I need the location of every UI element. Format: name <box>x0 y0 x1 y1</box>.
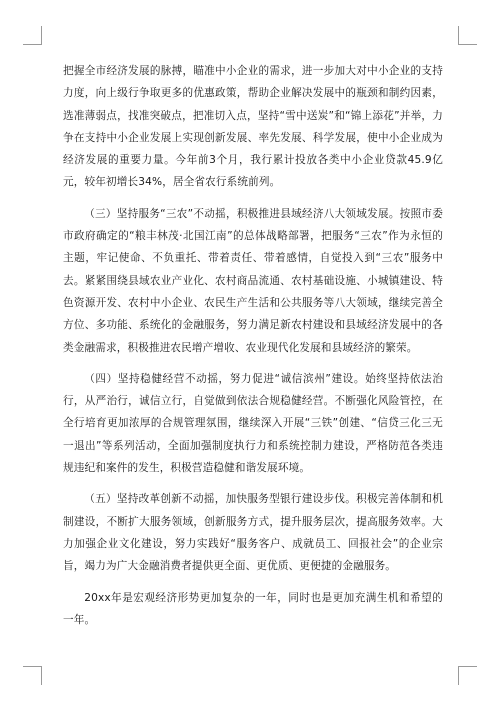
paragraph-reform-innovation: （五）坚持改革创新不动摇，加快服务型银行建设步伐。积极完善体制和机制建设，不断扩大服务领域，创新服务方式，提升服务层次，提高服务效率。大力加强企业文化建设，努力实践好“服务客户、成就员工、回报社会”的企业宗旨，竭力为广大金融消费者提供更全面、更优质、更便捷的金融服务。 <box>63 493 443 573</box>
crop-mark-bottom-right <box>458 666 477 685</box>
paragraph-outlook: 20xx年是宏观经济形势更加复杂的一年，同时也是更加充满生机和希望的一年。 <box>63 591 443 626</box>
paragraph-rural-service: （三）坚持服务“三农”不动摇，积极推进县域经济八大领域发展。按照市委市政府确定的“粮丰林茂·北国江南”的总体战略部署，把服务“三农”作为永恒的主题，牢记使命、不负重托、带着责任、带着感情，自觉投入到“三农”服务中去。紧紧围绕县域农业产业化、农村商品流通、农村基础设施、小城镇建设、特色资源开发、农村中小企业、农民生产生活和公共服务等八大领域，继续完善全方位、多功能、系统化的金融服务，努力满足新农村建设和县域经济发展中的各类金融需求，积极推进农民增产增收、农业现代化发展和县域经济的繁荣。 <box>63 207 443 354</box>
crop-mark-top-left <box>23 26 42 45</box>
paragraph-prudent-operation: （四）坚持稳健经营不动摇，努力促进“诚信滨州”建设。始终坚持依法治行，从严治行，诚信立行，自觉做到依法合规稳健经营。不断强化风险管控，在全行培育更加浓厚的合规管理氛围，继续深入开展“三铁”创建、“信贷三化三无一退出”等系列活动，全面加强制度执行力和系统控制力建设，严格防范各类违规违纪和案件的发生，积极营造稳健和谐发展环境。 <box>63 372 443 475</box>
crop-mark-bottom-left <box>23 666 42 685</box>
crop-mark-top-right <box>458 26 477 45</box>
document-body <box>63 60 443 640</box>
paragraph-sme-support: 把握全市经济发展的脉搏，瞄准中小企业的需求，进一步加大对中小企业的支持力度，向上级行争取更多的优惠政策，帮助企业解决发展中的瓶颈和制约因素，选准薄弱点，找准突破点，把准切入点，坚持“雪中送炭”和“锦上添花”并举，力争在支持中小企业发展上实现创新发展、率先发展、科学发展，使中小企业成为经济发展的重要力量。今年前3个月，我行累计投放各类中小企业贷款45.9亿元，较年初增长34%，居全省农行系统前列。 <box>63 65 443 189</box>
